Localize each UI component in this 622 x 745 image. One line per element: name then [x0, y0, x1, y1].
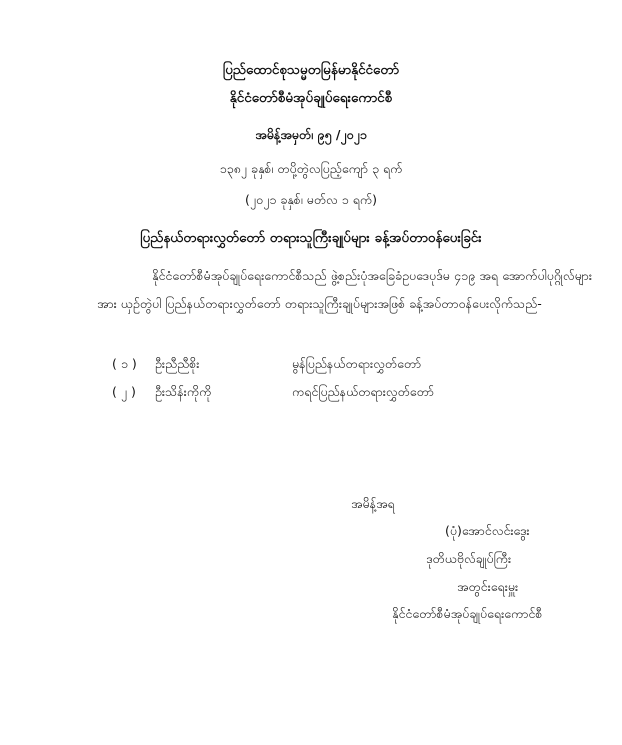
date-myanmar: ၁၃၈၂ ခုနှစ်၊ တပို့တွဲလပြည့်ကျော် ၃ ရက်: [219, 161, 403, 176]
subject-heading: ပြည်နယ်တရားလွှတ်တော် တရားသူကြီးချုပ်များ ခန့်အပ်တာဝန်ပေးခြင်း: [140, 230, 482, 246]
appointment-post: မွန်ပြည်နယ်တရားလွှတ်တော်: [292, 356, 422, 371]
council-heading: နိုင်ငံတော်စီမံအုပ်ချုပ်ရေးကောင်စီ: [229, 90, 393, 106]
body-paragraph: [97, 262, 592, 318]
appointment-number: ( ၁ ): [112, 356, 137, 371]
body-paragraph-text: နိုင်ငံတော်စီမံအုပ်ချုပ်ရေးကောင်စီသည် ဖွဲ့စည်းပုံအခြေခံဥပဒေပုဒ်မ ၄၁၉ အရ အောက်ပါပုဂ္ဂိုလ်များအား ယှဉ်တွဲပါ ပြည်နယ်တရားလွှတ်တော် တရားသူကြီးချုပ်များအဖြစ် ခန့်အပ်တာဝန်ပေးလိုက်သည်-: [97, 268, 592, 311]
signer-rank: ဒုတိယဗိုလ်ချုပ်ကြီး: [426, 551, 512, 566]
country-heading: ပြည်ထောင်စုသမ္မတမြန်မာနိုင်ငံတော်: [222, 62, 400, 78]
by-order: အမိန့်အရ: [351, 496, 395, 511]
signer-title: အတွင်းရေးမှူး: [457, 579, 519, 594]
appointee-name: ဦးသိန်းကိုကို: [155, 384, 212, 399]
signer-name: (ပုံ)အောင်လင်းဒွေး: [445, 523, 530, 538]
date-gregorian: (၂၀၂၁ ခုနှစ်၊ မတ်လ ၁ ရက်): [245, 192, 377, 207]
appointment-post: ကရင်ပြည်နယ်တရားလွှတ်တော်: [292, 384, 434, 399]
appointment-number: ( ၂ ): [112, 384, 136, 399]
signer-organization: နိုင်ငံတော်စီမံအုပ်ချုပ်ရေးကောင်စီ: [392, 606, 543, 621]
notification-number: အမိန့်အမှတ်၊ ၉၅ /၂၀၂၁: [255, 127, 367, 142]
appointee-name: ဦးညီညီစိုး: [155, 356, 200, 371]
